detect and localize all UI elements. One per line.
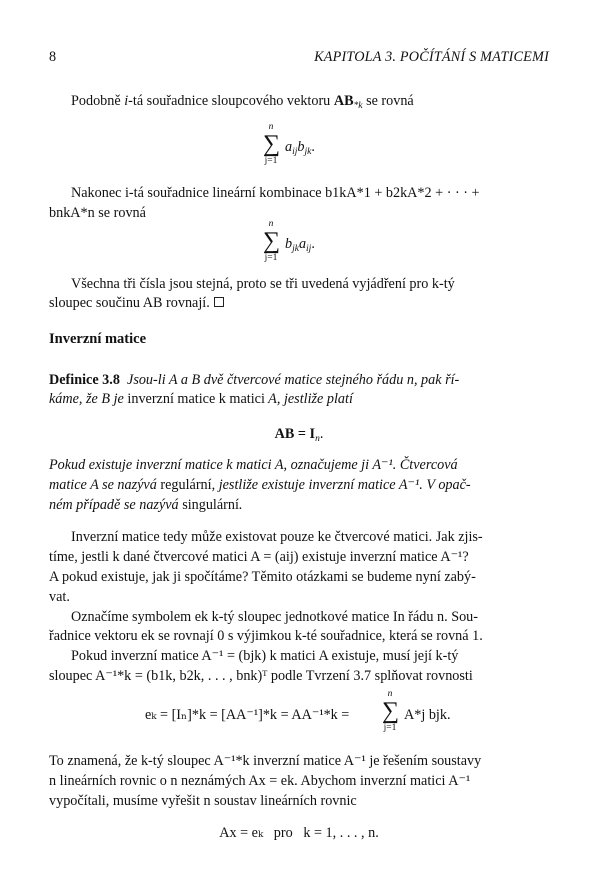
defined-term-singular: singulární [182, 497, 239, 513]
paragraph-unit-vector-line-1: Označíme symbolem ek k-tý sloupec jednotkové matice In řádu n. Sou- [71, 609, 478, 625]
defined-term-regular: regulární [160, 477, 212, 493]
definition-formula: AB = $I_n$. [274, 426, 324, 444]
paragraph-existence-line-3: A pokud existuje, jak ji spočítáme? Těmito otázkami se budeme nyní zabý- [49, 569, 476, 585]
paragraph-existence-line-2: tíme, jestli k dané čtvercové matici A = (aij) existuje inverzní matice A⁻¹? [49, 549, 469, 565]
definition-line-1: Definice 3.8 Jsou-li A a B dvě čtvercové matice stejného řádu n, pak ří- [49, 372, 460, 388]
defined-term: inverzní matice k matici [127, 391, 265, 407]
paragraph-existence-line-1: Inverzní matice tedy může existovat pouze ke čtvercové matici. Jak zjis- [71, 529, 483, 545]
paragraph-linear-combination-line2: bnkA*n se rovná [49, 205, 146, 221]
paragraph-conclusion-line2: sloupec součinu AB rovnají. [49, 293, 549, 313]
display-formula-sum-2 [49, 219, 549, 273]
display-formula-main [49, 689, 549, 743]
definition-after-line-2: matice A se nazývá regulární, jestliže existuje inverzní matice A⁻¹. V opač- [49, 477, 471, 493]
sum-expression: $b_{jk}a_{ij}$. [285, 236, 315, 254]
running-head-title: KAPITOLA 3. POČÍTÁNÍ S MATICEMI [314, 49, 549, 65]
qed-box-icon [214, 297, 224, 307]
definition-after-line-3: ném případě se nazývá singulární. [49, 497, 243, 513]
paragraph-system-line-1: To znamená, že k-tý sloupec A⁻¹*k inverzní matice A⁻¹ je řešením soustavy [49, 753, 482, 769]
display-formula-sum-1 [49, 122, 549, 176]
document-page [49, 0, 549, 892]
running-header [49, 49, 549, 67]
paragraph-unit-vector-line-2: řadnice vektoru ek se rovnají 0 s výjimkou k-té souřadnice, která se rovná 1. [49, 628, 483, 644]
definition-after-line-1: Pokud existuje inverzní matice k matici A, označujeme ji A⁻¹. Čtvercová [49, 457, 458, 473]
paragraph-linear-combination: Nakonec i-tá souřadnice lineární kombinace b1kA*1 + b2kA*2 + · · · + [71, 185, 480, 201]
section-heading: Inverzní matice [49, 331, 147, 347]
paragraph-inverse-column-line-1: Pokud inverzní matice A⁻¹ = (bjk) k matici A existuje, musí její k-tý [71, 648, 459, 664]
page-number: 8 [49, 49, 57, 65]
summation-symbol: n ∑ j=1 [382, 689, 400, 733]
definition-line-2: káme, že B je inverzní matice k matici A, jestliže platí [49, 391, 353, 407]
paragraph-inverse-column-line-2: sloupec A⁻¹*k = (b1k, b2k, . . . , bnk)ᵀ podle Tvrzení 3.7 splňovat rovnosti [49, 668, 473, 684]
paragraph-system-line-2: n lineárních rovnic o n neznámých Ax = ek. Abychom inverzní matici A⁻¹ [49, 773, 471, 789]
summation-symbol: n ∑ j=1 [263, 219, 281, 263]
paragraph-system-line-3: vypočítali, musíme vyřešit n soustav lineárních rovnic [49, 793, 357, 809]
main-equation-right: A*j bjk. [404, 707, 451, 723]
display-formula-last: Ax = eₖ pro k = 1, . . . , n. [219, 825, 379, 841]
paragraph-column-coordinate: Podobně i-tá souřadnice sloupcového vektoru $AB_{*k}$ se rovná [71, 93, 414, 111]
paragraph-conclusion: Všechna tři čísla jsou stejná, proto se tři uvedená vyjádření pro k-tý [71, 276, 455, 292]
main-equation-left: eₖ = [Iₙ]*k = [AA⁻¹]*k = AA⁻¹*k = [145, 707, 350, 723]
summation-symbol: n ∑ j=1 [263, 122, 281, 166]
sum-expression: $a_{ij}b_{jk}$. [285, 139, 315, 157]
paragraph-existence-line-4: vat. [49, 589, 70, 605]
